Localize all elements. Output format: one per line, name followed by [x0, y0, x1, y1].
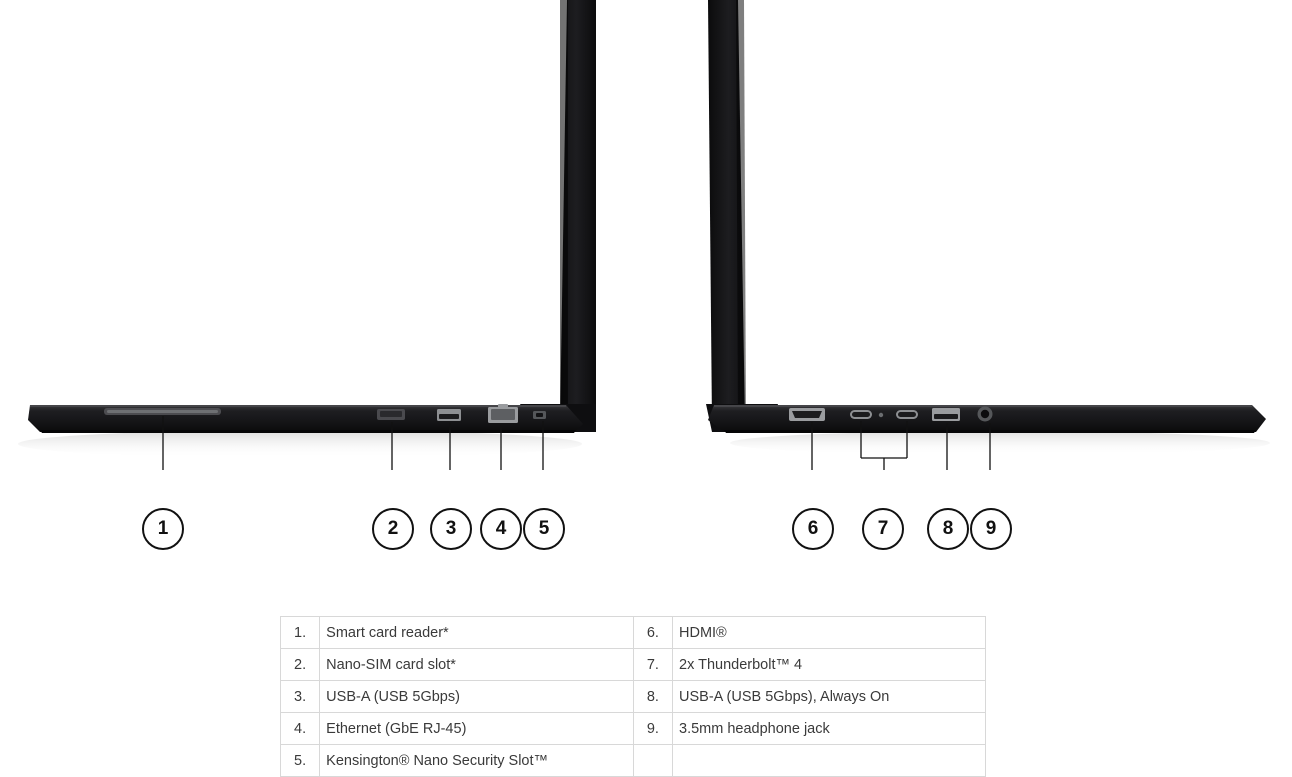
- port-legend-table: [280, 616, 986, 777]
- port-ethernet-rj45-latch: [498, 404, 508, 409]
- table-row: [281, 649, 986, 681]
- status-led: [879, 413, 883, 417]
- legend-num-empty: [633, 745, 672, 777]
- legend-num: 6.: [633, 617, 672, 649]
- callout-6-label: 6: [807, 518, 819, 539]
- callout-9-label: 9: [985, 518, 997, 539]
- callout-2-label: 2: [387, 518, 399, 539]
- port-usb-a-tongue: [439, 414, 459, 419]
- lid-edge: [560, 0, 568, 424]
- callout-6: [792, 508, 834, 550]
- legend-text: Kensington® Nano Security Slot™: [320, 745, 634, 777]
- callout-3-label: 3: [445, 518, 457, 539]
- callout-5-label: 5: [538, 518, 550, 539]
- legend-text: HDMI®: [673, 617, 986, 649]
- callout-9: [970, 508, 1012, 550]
- right-side-view: [700, 0, 1280, 470]
- legend-num: 1.: [281, 617, 320, 649]
- callout-8-label: 8: [942, 518, 954, 539]
- table-row: [281, 745, 986, 777]
- port-hdmi-inner: [792, 411, 822, 418]
- chassis-foot: [40, 430, 576, 433]
- legend-text: Smart card reader*: [320, 617, 634, 649]
- table-row: [281, 617, 986, 649]
- callout-5: [523, 508, 565, 550]
- callout-7-label: 7: [877, 518, 889, 539]
- port-kensington-slot-inner: [536, 413, 543, 417]
- callout-7: [862, 508, 904, 550]
- port-thunderbolt-2-inner: [898, 412, 916, 417]
- legend-text-empty: [673, 745, 986, 777]
- legend-text: Ethernet (GbE RJ-45): [320, 713, 634, 745]
- port-usb-a-always-on-tongue: [934, 414, 958, 419]
- legend-num: 5.: [281, 745, 320, 777]
- callout-4: [480, 508, 522, 550]
- legend-num: 4.: [281, 713, 320, 745]
- legend-text: Nano-SIM card slot*: [320, 649, 634, 681]
- drop-shadow: [18, 430, 582, 458]
- legend-num: 3.: [281, 681, 320, 713]
- callout-2: [372, 508, 414, 550]
- legend-num: 9.: [633, 713, 672, 745]
- port-ethernet-rj45-inner: [491, 409, 515, 420]
- callout-3: [430, 508, 472, 550]
- drop-shadow: [730, 431, 1270, 455]
- callout-8: [927, 508, 969, 550]
- callout-1: [142, 508, 184, 550]
- port-nano-sim-slot-inner: [380, 411, 402, 417]
- legend-num: 8.: [633, 681, 672, 713]
- port-thunderbolt-1-inner: [852, 412, 870, 417]
- callout-4-label: 4: [495, 518, 507, 539]
- legend-text: 3.5mm headphone jack: [673, 713, 986, 745]
- legend-text: USB-A (USB 5Gbps): [320, 681, 634, 713]
- legend-num: 7.: [633, 649, 672, 681]
- port-smart-card-reader-inner: [107, 410, 218, 413]
- legend-num: 2.: [281, 649, 320, 681]
- left-side-view: [0, 0, 600, 470]
- port-headphone-jack-inner: [981, 410, 989, 418]
- legend-text: USB-A (USB 5Gbps), Always On: [673, 681, 986, 713]
- legend-text: 2x Thunderbolt™ 4: [673, 649, 986, 681]
- callout-1-label: 1: [157, 518, 169, 539]
- table-row: [281, 713, 986, 745]
- table-row: [281, 681, 986, 713]
